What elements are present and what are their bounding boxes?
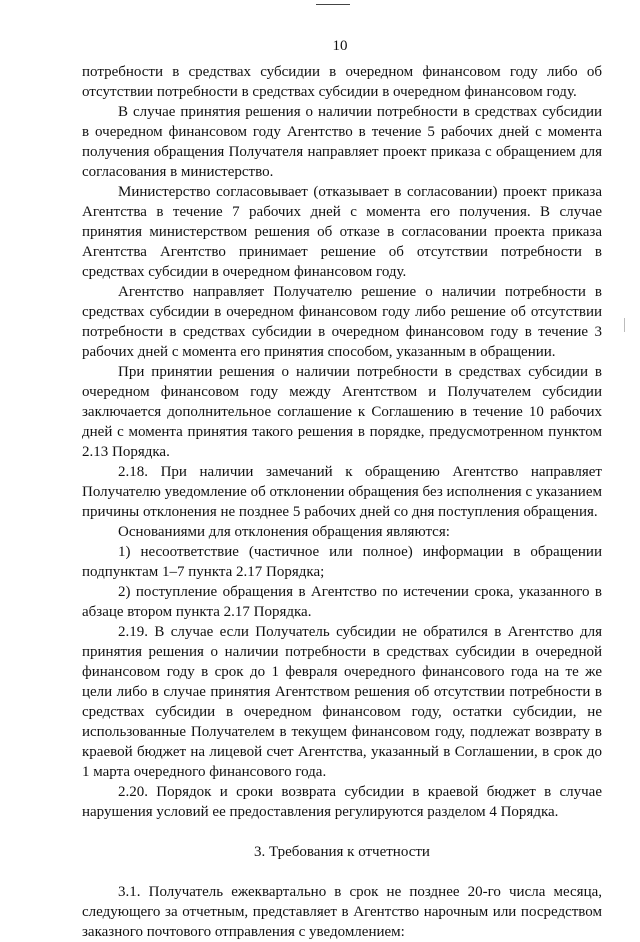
paragraph: 2.19. В случае если Получатель субсидии не обратился в Агентство для принятия решения о наличии потребности в средствах субсидии в очередной финансовом году в срок до 1 февраля очередного финансового года на те же цели либо в случае принятия Агентством решения об отсутствии потребности в средствах субсидии в очередном финансовом году, остатки субсидии, не использованные Получателем в текущем финансовом году, подлежат возврату в краевой бюджет на лицевой счет Агентства, указанный в Соглашении, в срок до 1 марта очередного финансового года. — [82, 624, 602, 780]
paragraph: потребности в средствах субсидии в очередном финансовом году либо об отсутствии потребности в средствах субсидии в очередном финансовом году. — [82, 64, 602, 100]
paragraph: Министерство согласовывает (отказывает в согласовании) проект приказа Агентства в течение 7 рабочих дней с момента его получения. В случае принятия министерством решения об отказе в согласовании проекта приказа Агентства Агентство принимает решение об отсутствии потребности в средствах субсидии в очередном финансовом году. — [82, 184, 602, 280]
paragraph: В случае принятия решения о наличии потребности в средствах субсидии в очередном финансовом году Агентство в течение 5 рабочих дней с момента получения обращения Получателя направляет проект приказа с обращением для согласования в министерство. — [82, 104, 602, 180]
top-edge-mark — [316, 4, 350, 5]
paragraph: 2.20. Порядок и сроки возврата субсидии в краевой бюджет в случае нарушения условий ее предоставления регулируются разделом 4 Порядка. — [82, 784, 602, 820]
list-item: 1) несоответствие (частичное или полное) информации в обращении подпунктам 1–7 пункта 2.17 Порядка; — [82, 544, 602, 580]
page-number: 10 — [332, 38, 348, 54]
paragraph: Агентство направляет Получателю решение о наличии потребности в средствах субсидии в очередном финансовом году либо решение об отсутствии потребности в средствах субсидии в очередном финансовом году в течение 3 рабочих дней с момента его принятия способом, указанным в обращении. — [82, 284, 602, 360]
section-heading: 3. Требования к отчетности — [254, 844, 430, 860]
list-item: 2) поступление обращения в Агентство по истечении срока, указанного в абзаце втором пункта 2.17 Порядка. — [82, 584, 602, 620]
margin-mark — [624, 318, 625, 332]
paragraph: 2.18. При наличии замечаний к обращению Агентство направляет Получателю уведомление об отклонении обращения без исполнения с указанием причины отклонения не позднее 5 рабочих дней со дня поступления обращения. — [82, 464, 602, 520]
document-body — [82, 62, 602, 942]
paragraph: 3.1. Получатель ежеквартально в срок не позднее 20-го числа месяца, следующего за отчетным, представляет в Агентство нарочным или посредством заказного почтового отправления с уведомлением: — [82, 884, 602, 940]
paragraph: При принятии решения о наличии потребности в средствах субсидии в очередном финансовом году между Агентством и Получателем субсидии заключается дополнительное соглашение к Соглашению в течение 10 рабочих дней с момента принятия такого решения в порядке, предусмотренном пунктом 2.13 Порядка. — [82, 364, 602, 460]
paragraph: Основаниями для отклонения обращения являются: — [118, 524, 450, 540]
